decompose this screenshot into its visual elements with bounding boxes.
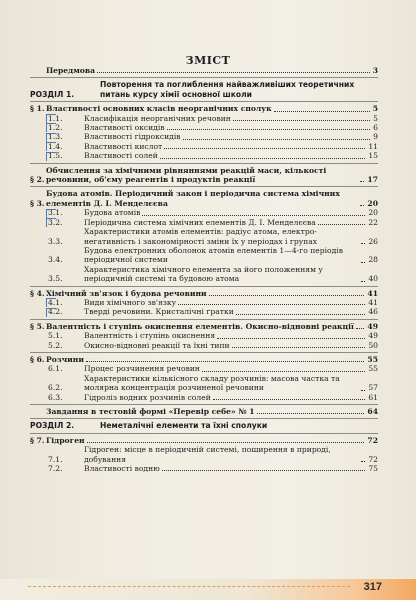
entry-page-number: 61	[368, 392, 378, 402]
dot-leader	[160, 158, 366, 159]
section-divider	[30, 433, 378, 434]
table-of-contents	[30, 66, 378, 473]
section-divider	[30, 319, 378, 320]
entry-title: Характеристики атомів елементів: радіус атома, електро-негативність і закономірності зміни їх у періодах і групах	[84, 227, 318, 246]
dot-leader	[361, 243, 365, 244]
entry-number: 3.1.	[48, 208, 63, 218]
toc-entry[interactable]	[30, 104, 378, 113]
entry-title: Властивості кислот	[84, 141, 163, 151]
dot-leader	[236, 314, 366, 315]
entry-number: 4.2.	[48, 307, 63, 317]
toc-subentry[interactable]	[30, 218, 378, 227]
entry-page-number: 72	[367, 435, 378, 445]
entry-number: РОЗДІЛ 1.	[30, 89, 75, 99]
pencil-mark-icon	[46, 123, 56, 132]
dot-leader	[361, 262, 365, 263]
section-divider	[30, 418, 378, 419]
entry-page-number: 22	[368, 217, 378, 227]
entry-page-number: 20	[368, 208, 378, 218]
entry-page-number: 50	[368, 340, 378, 350]
entry-number: 6.3.	[48, 392, 63, 402]
entry-number: 3.2.	[48, 217, 63, 227]
entry-title: Тверді речовини. Кристалічні ґратки	[84, 307, 234, 317]
toc-part-heading[interactable]	[30, 80, 378, 99]
toc-subentry[interactable]	[30, 393, 378, 402]
dot-leader	[178, 304, 365, 305]
pencil-mark-icon	[46, 152, 56, 161]
toc-subentry[interactable]	[30, 227, 378, 246]
footer-divider	[28, 586, 350, 587]
entry-title: Окисно-відновні реакції та їхні типи	[84, 340, 230, 350]
section-divider	[30, 101, 378, 102]
entry-title: Будова електронних оболонок атомів елементів 1—4-го періодів періодичної системи	[84, 245, 343, 265]
toc-entry[interactable]	[30, 289, 378, 298]
entry-page-number: 6	[373, 123, 378, 133]
toc-entry[interactable]	[30, 407, 378, 416]
toc-entry[interactable]	[30, 436, 378, 445]
section-divider	[30, 404, 378, 405]
entry-number: § 7.	[30, 435, 45, 445]
entry-title: Гідроліз водних розчинів солей	[84, 392, 211, 402]
entry-number: 5.2.	[48, 340, 63, 350]
entry-title: Процес розчинення речовин	[84, 364, 200, 374]
entry-page-number: 26	[368, 236, 378, 246]
toc-subentry[interactable]	[30, 132, 378, 141]
entry-title: Періодична система хімічних елементів Д. І. Менделєєва	[84, 217, 316, 227]
toc-subentry[interactable]	[30, 445, 378, 464]
section-divider	[30, 352, 378, 353]
dot-leader	[361, 281, 365, 282]
dot-leader	[360, 205, 364, 206]
entry-title: Завдання в тестовій формі «Перевір себе» № 1	[46, 407, 255, 416]
dot-leader	[274, 111, 370, 112]
toc-subentry[interactable]	[30, 464, 378, 473]
entry-title: Класифікація неорганічних речовин	[84, 113, 231, 123]
entry-number: 4.1.	[48, 297, 63, 307]
entry-page-number: 46	[368, 307, 378, 317]
entry-number: 5.1.	[48, 331, 63, 341]
dot-leader	[87, 442, 365, 443]
entry-page-number: 57	[368, 383, 378, 393]
entry-number: § 3.	[30, 198, 45, 208]
dot-leader	[86, 361, 364, 362]
entry-number: 6.1.	[48, 364, 63, 374]
page-number: 317	[363, 581, 382, 593]
entry-title: Обчислення за хімічними рівняннями реакцій маси, кількості речовини, об'єму реагентів і продуктів реакції	[46, 165, 327, 185]
entry-title: Властивості водню	[84, 464, 160, 474]
section-divider	[30, 286, 378, 287]
entry-page-number: 75	[368, 464, 378, 474]
entry-page-number: 5	[372, 104, 378, 114]
entry-title: Валентність і ступінь окиснення	[84, 331, 216, 341]
entry-title: Хімічний зв'язок і будова речовини	[46, 288, 207, 298]
toc-subentry[interactable]	[30, 123, 378, 132]
toc-subentry[interactable]	[30, 142, 378, 151]
entry-number: § 4.	[30, 288, 45, 298]
entry-number: § 5.	[30, 321, 45, 331]
dot-leader	[361, 390, 365, 391]
toc-entry[interactable]	[30, 189, 378, 208]
toc-subentry[interactable]	[30, 331, 378, 340]
dot-leader	[361, 461, 365, 462]
entry-number: 7.1.	[48, 454, 63, 464]
page-footer	[0, 579, 416, 600]
dot-leader	[167, 129, 371, 130]
dot-leader	[360, 181, 364, 182]
entry-number: 3.5.	[48, 274, 63, 284]
entry-number: § 2.	[30, 175, 45, 185]
entry-number: 3.3.	[48, 236, 63, 246]
toc-subentry[interactable]	[30, 364, 378, 373]
dot-leader	[318, 224, 366, 225]
entry-number: РОЗДІЛ 2.	[30, 421, 75, 431]
entry-title: Неметалічні елементи та їхні сполуки	[100, 421, 268, 431]
toc-subentry[interactable]	[30, 374, 378, 393]
dot-leader	[217, 338, 365, 339]
pencil-mark-icon	[46, 218, 56, 227]
entry-number: 1.3.	[48, 132, 63, 142]
section-divider	[30, 163, 378, 164]
entry-title: Будова атомів. Періодичний закон і періодична система хімічних елементів Д. І. Менделєєва	[46, 189, 340, 208]
page-title: ЗМІСТ	[185, 54, 231, 67]
toc-subentry[interactable]	[30, 298, 378, 307]
dot-leader	[202, 371, 365, 372]
entry-number: 6.2.	[48, 383, 63, 393]
entry-title: Будова атомів	[84, 208, 141, 218]
pencil-mark-icon	[46, 142, 56, 151]
toc-subentry[interactable]	[30, 307, 378, 316]
entry-title: Валентність і ступінь окиснення елементів. Окисно-відновні реакції	[46, 321, 354, 331]
entry-title: Передмова	[46, 66, 96, 75]
entry-page-number: 3	[372, 66, 378, 75]
toc-subentry[interactable]	[30, 265, 378, 284]
dot-leader	[164, 148, 365, 149]
pencil-mark-icon	[46, 308, 56, 317]
entry-page-number: 40	[368, 274, 378, 284]
pencil-mark-icon	[46, 133, 56, 142]
entry-number: 1.2.	[48, 123, 63, 133]
entry-page-number: 64	[367, 407, 378, 416]
dot-leader	[213, 399, 366, 400]
dot-leader	[257, 413, 365, 414]
entry-number: 1.1.	[48, 113, 63, 123]
entry-page-number: 49	[367, 321, 378, 331]
section-divider	[30, 186, 378, 187]
dot-leader	[209, 295, 365, 296]
dot-leader	[183, 139, 371, 140]
entry-title: Гідроген: місце в періодичній системі, поширення в природі, добування	[84, 445, 331, 464]
toc-subentry[interactable]	[30, 151, 378, 160]
entry-title: Характеристики кількісного складу розчинів: масова частка та молярна концентрація розчиненої речовини	[84, 373, 340, 393]
entry-page-number: 9	[373, 132, 378, 142]
entry-title: Види хімічного зв'язку	[84, 297, 177, 307]
entry-title: Властивості солей	[84, 151, 158, 161]
dot-leader	[142, 215, 365, 216]
toc-entry[interactable]	[30, 166, 378, 185]
entry-page-number: 20	[367, 198, 378, 208]
entry-page-number: 15	[368, 151, 378, 161]
dot-leader	[162, 470, 366, 471]
entry-page-number: 41	[368, 297, 378, 307]
dot-leader	[97, 72, 370, 73]
entry-number: § 1.	[30, 104, 45, 114]
entry-page-number: 49	[368, 331, 378, 341]
toc-entry[interactable]	[30, 355, 378, 364]
dot-leader	[232, 347, 366, 348]
entry-number: 1.5.	[48, 151, 63, 161]
dot-leader	[233, 120, 370, 121]
entry-number: 1.4.	[48, 141, 63, 151]
entry-title: Властивості основних класів неорганічних сполук	[46, 104, 272, 114]
entry-page-number: 72	[368, 454, 378, 464]
entry-page-number: 41	[367, 288, 378, 298]
entry-number: § 6.	[30, 354, 45, 364]
pencil-mark-icon	[46, 298, 56, 307]
entry-page-number: 5	[373, 113, 378, 123]
entry-number: 7.2.	[48, 464, 63, 474]
toc-subentry[interactable]	[30, 246, 378, 265]
entry-title: Властивості гідроксидів	[84, 132, 181, 142]
toc-entry[interactable]	[30, 322, 378, 331]
toc-subentry[interactable]	[30, 208, 378, 217]
entry-title: Розчини	[46, 354, 85, 364]
entry-page-number: 11	[368, 141, 378, 151]
entry-title: Гідроген	[46, 435, 85, 445]
pencil-mark-icon	[46, 209, 56, 218]
toc-subentry[interactable]	[30, 114, 378, 123]
dot-leader	[356, 328, 365, 329]
toc-part-heading[interactable]	[30, 421, 378, 430]
toc-entry[interactable]	[30, 66, 378, 75]
entry-number: 3.4.	[48, 255, 63, 265]
toc-subentry[interactable]	[30, 341, 378, 350]
entry-page-number: 55	[368, 364, 378, 374]
entry-title: Повторення та поглиблення найважливіших теоретичних питань курсу хімії основної школи	[100, 80, 355, 99]
section-divider	[30, 77, 378, 78]
entry-title: Властивості оксидів	[84, 123, 165, 133]
entry-title: Характеристика хімічного елемента за його положенням у періодичній системі та будовою атома	[84, 264, 323, 284]
entry-page-number: 55	[367, 354, 378, 364]
pencil-mark-icon	[46, 114, 56, 123]
entry-page-number: 17	[367, 175, 378, 185]
entry-page-number: 28	[368, 255, 378, 265]
